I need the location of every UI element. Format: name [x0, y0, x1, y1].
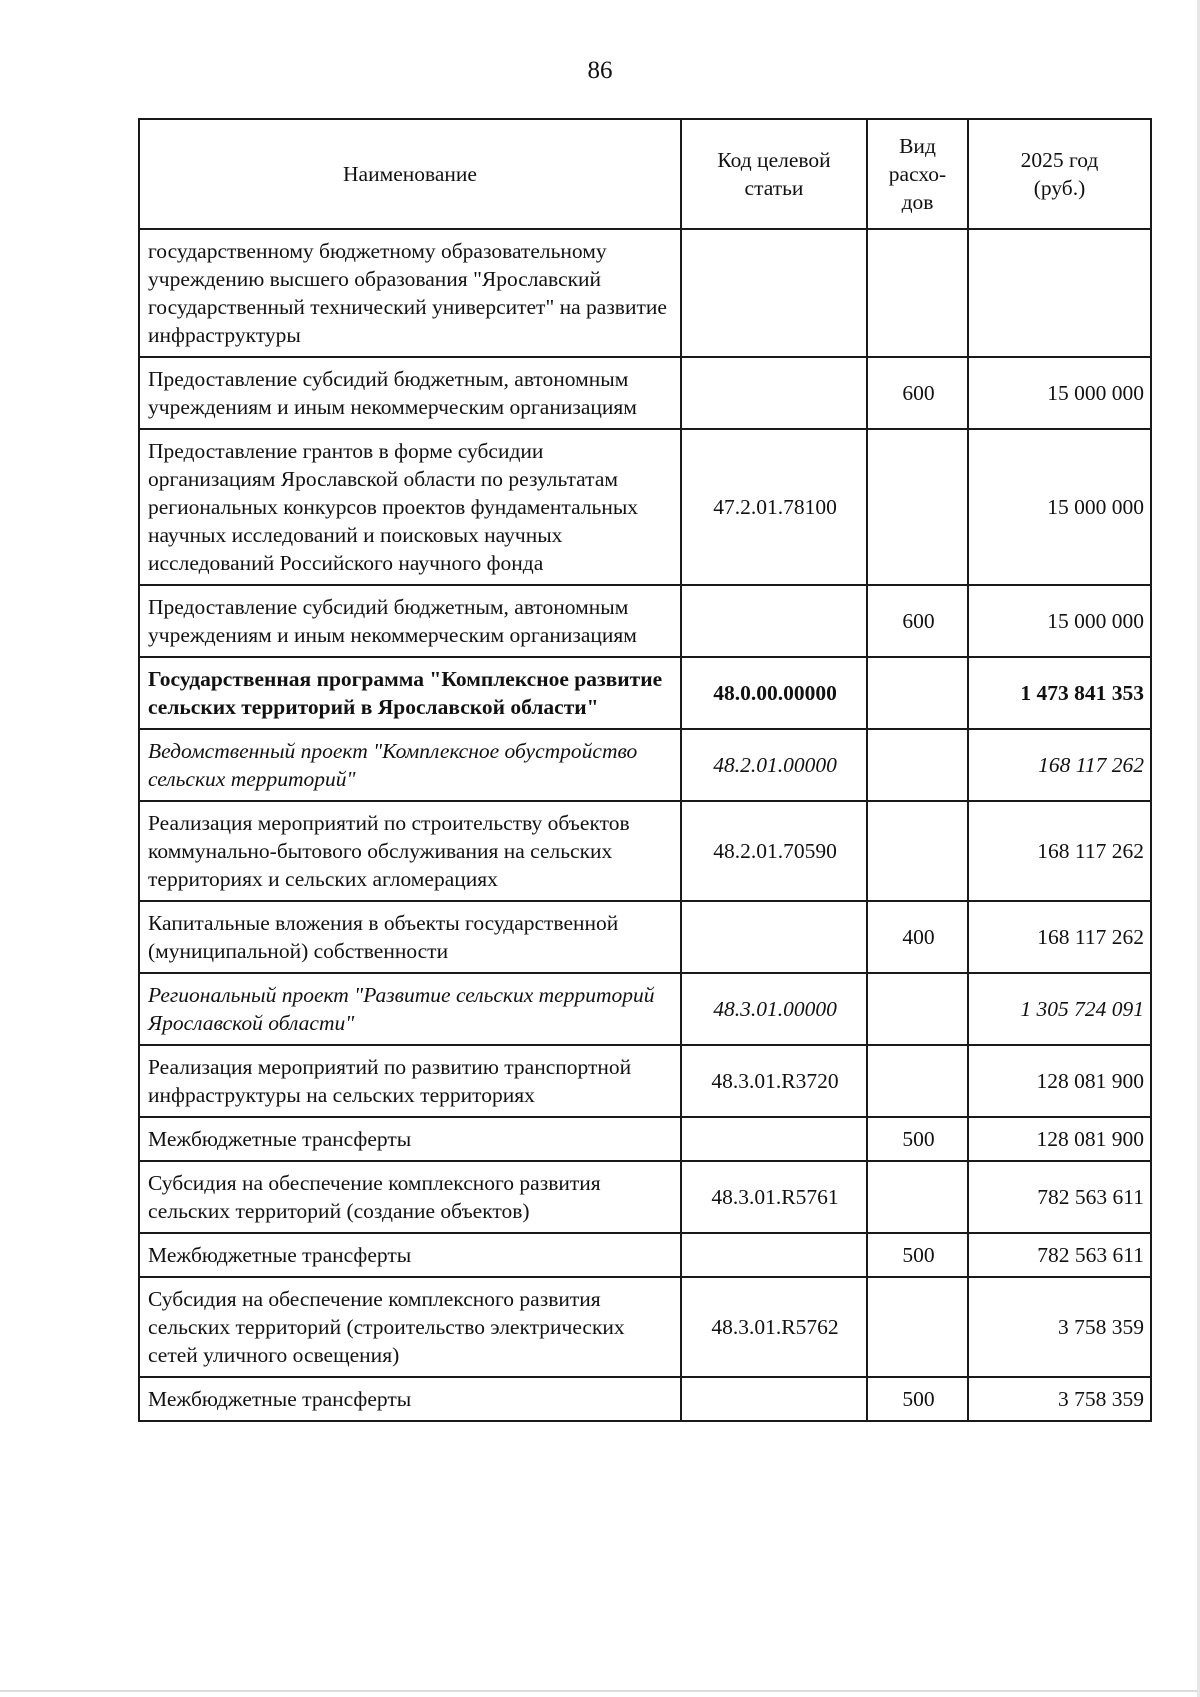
cell-expense-kind — [867, 1277, 968, 1377]
cell-target-code: 48.3.01.R5762 — [681, 1277, 867, 1377]
cell-expense-kind — [867, 1161, 968, 1233]
cell-expense-kind: 500 — [867, 1377, 968, 1421]
header-name: Наименование — [139, 119, 681, 229]
cell-expense-kind — [867, 429, 968, 585]
cell-name: Межбюджетные трансферты — [139, 1233, 681, 1277]
cell-name: Региональный проект "Развитие сельских территорий Ярославской области" — [139, 973, 681, 1045]
cell-amount: 128 081 900 — [968, 1117, 1151, 1161]
cell-target-code: 48.3.01.R3720 — [681, 1045, 867, 1117]
header-kind-label: Вид расхо-дов — [888, 134, 947, 214]
cell-target-code: 48.2.01.70590 — [681, 801, 867, 901]
table-header — [139, 119, 1151, 229]
cell-name: Государственная программа "Комплексное развитие сельских территорий в Ярославской области" — [139, 657, 681, 729]
cell-name: Межбюджетные трансферты — [139, 1117, 681, 1161]
cell-target-code: 48.2.01.00000 — [681, 729, 867, 801]
cell-target-code — [681, 585, 867, 657]
cell-amount: 1 473 841 353 — [968, 657, 1151, 729]
cell-target-code — [681, 1377, 867, 1421]
cell-amount: 3 758 359 — [968, 1377, 1151, 1421]
cell-name: государственному бюджетному образовательному учреждению высшего образования "Ярославский государственный технический университет" на развитие инфраструктуры — [139, 229, 681, 357]
cell-amount: 15 000 000 — [968, 585, 1151, 657]
cell-amount: 128 081 900 — [968, 1045, 1151, 1117]
table-row — [139, 1161, 1151, 1233]
cell-expense-kind: 500 — [867, 1233, 968, 1277]
cell-target-code: 48.3.01.00000 — [681, 973, 867, 1045]
cell-expense-kind — [867, 729, 968, 801]
page-bottom-edge — [0, 1690, 1200, 1692]
cell-target-code: 48.0.00.00000 — [681, 657, 867, 729]
table-row — [139, 729, 1151, 801]
cell-name: Межбюджетные трансферты — [139, 1377, 681, 1421]
cell-expense-kind: 600 — [867, 357, 968, 429]
cell-name: Субсидия на обеспечение комплексного развития сельских территорий (создание объектов) — [139, 1161, 681, 1233]
table-row — [139, 1277, 1151, 1377]
cell-target-code — [681, 357, 867, 429]
header-code — [681, 119, 867, 229]
table-row — [139, 229, 1151, 357]
cell-name: Реализация мероприятий по развитию транспортной инфраструктуры на сельских территориях — [139, 1045, 681, 1117]
cell-target-code: 48.3.01.R5761 — [681, 1161, 867, 1233]
cell-amount — [968, 229, 1151, 357]
table-row — [139, 901, 1151, 973]
table-row — [139, 1233, 1151, 1277]
header-kind — [867, 119, 968, 229]
cell-name: Реализация мероприятий по строительству объектов коммунально-бытового обслуживания на сельских территориях и сельских агломерациях — [139, 801, 681, 901]
cell-expense-kind: 500 — [867, 1117, 968, 1161]
table-row — [139, 357, 1151, 429]
table-row — [139, 1377, 1151, 1421]
table-body — [139, 229, 1151, 1421]
cell-target-code: 47.2.01.78100 — [681, 429, 867, 585]
header-sum — [968, 119, 1151, 229]
table-row — [139, 657, 1151, 729]
cell-target-code — [681, 901, 867, 973]
table-row — [139, 429, 1151, 585]
cell-target-code — [681, 1117, 867, 1161]
cell-name: Предоставление грантов в форме субсидии организациям Ярославской области по результатам региональных конкурсов проектов фундаментальных научных исследований и поисковых научных исследований Российского научного фонда — [139, 429, 681, 585]
page-number: 86 — [587, 57, 613, 84]
header-row — [139, 119, 1151, 229]
cell-expense-kind — [867, 973, 968, 1045]
cell-amount: 168 117 262 — [968, 801, 1151, 901]
cell-target-code — [681, 229, 867, 357]
cell-expense-kind: 600 — [867, 585, 968, 657]
cell-amount: 782 563 611 — [968, 1161, 1151, 1233]
header-sum-label: 2025 год (руб.) — [1020, 148, 1099, 200]
cell-amount: 782 563 611 — [968, 1233, 1151, 1277]
table-row — [139, 1117, 1151, 1161]
cell-expense-kind: 400 — [867, 901, 968, 973]
cell-expense-kind — [867, 657, 968, 729]
header-code-label: Код целевой статьи — [717, 148, 831, 200]
cell-amount: 15 000 000 — [968, 357, 1151, 429]
table-row — [139, 585, 1151, 657]
cell-expense-kind — [867, 229, 968, 357]
cell-amount: 3 758 359 — [968, 1277, 1151, 1377]
table-row — [139, 973, 1151, 1045]
cell-target-code — [681, 1233, 867, 1277]
cell-amount: 1 305 724 091 — [968, 973, 1151, 1045]
cell-expense-kind — [867, 801, 968, 901]
cell-amount: 168 117 262 — [968, 729, 1151, 801]
budget-table — [138, 118, 1152, 1422]
cell-expense-kind — [867, 1045, 968, 1117]
cell-name: Субсидия на обеспечение комплексного развития сельских территорий (строительство электрических сетей уличного освещения) — [139, 1277, 681, 1377]
cell-amount: 15 000 000 — [968, 429, 1151, 585]
cell-name: Предоставление субсидий бюджетным, автономным учреждениям и иным некоммерческим организациям — [139, 357, 681, 429]
cell-name: Предоставление субсидий бюджетным, автономным учреждениям и иным некоммерческим организациям — [139, 585, 681, 657]
table-row — [139, 1045, 1151, 1117]
table-row — [139, 801, 1151, 901]
cell-name: Ведомственный проект "Комплексное обустройство сельских территорий" — [139, 729, 681, 801]
cell-amount: 168 117 262 — [968, 901, 1151, 973]
cell-name: Капитальные вложения в объекты государственной (муниципальной) собственности — [139, 901, 681, 973]
